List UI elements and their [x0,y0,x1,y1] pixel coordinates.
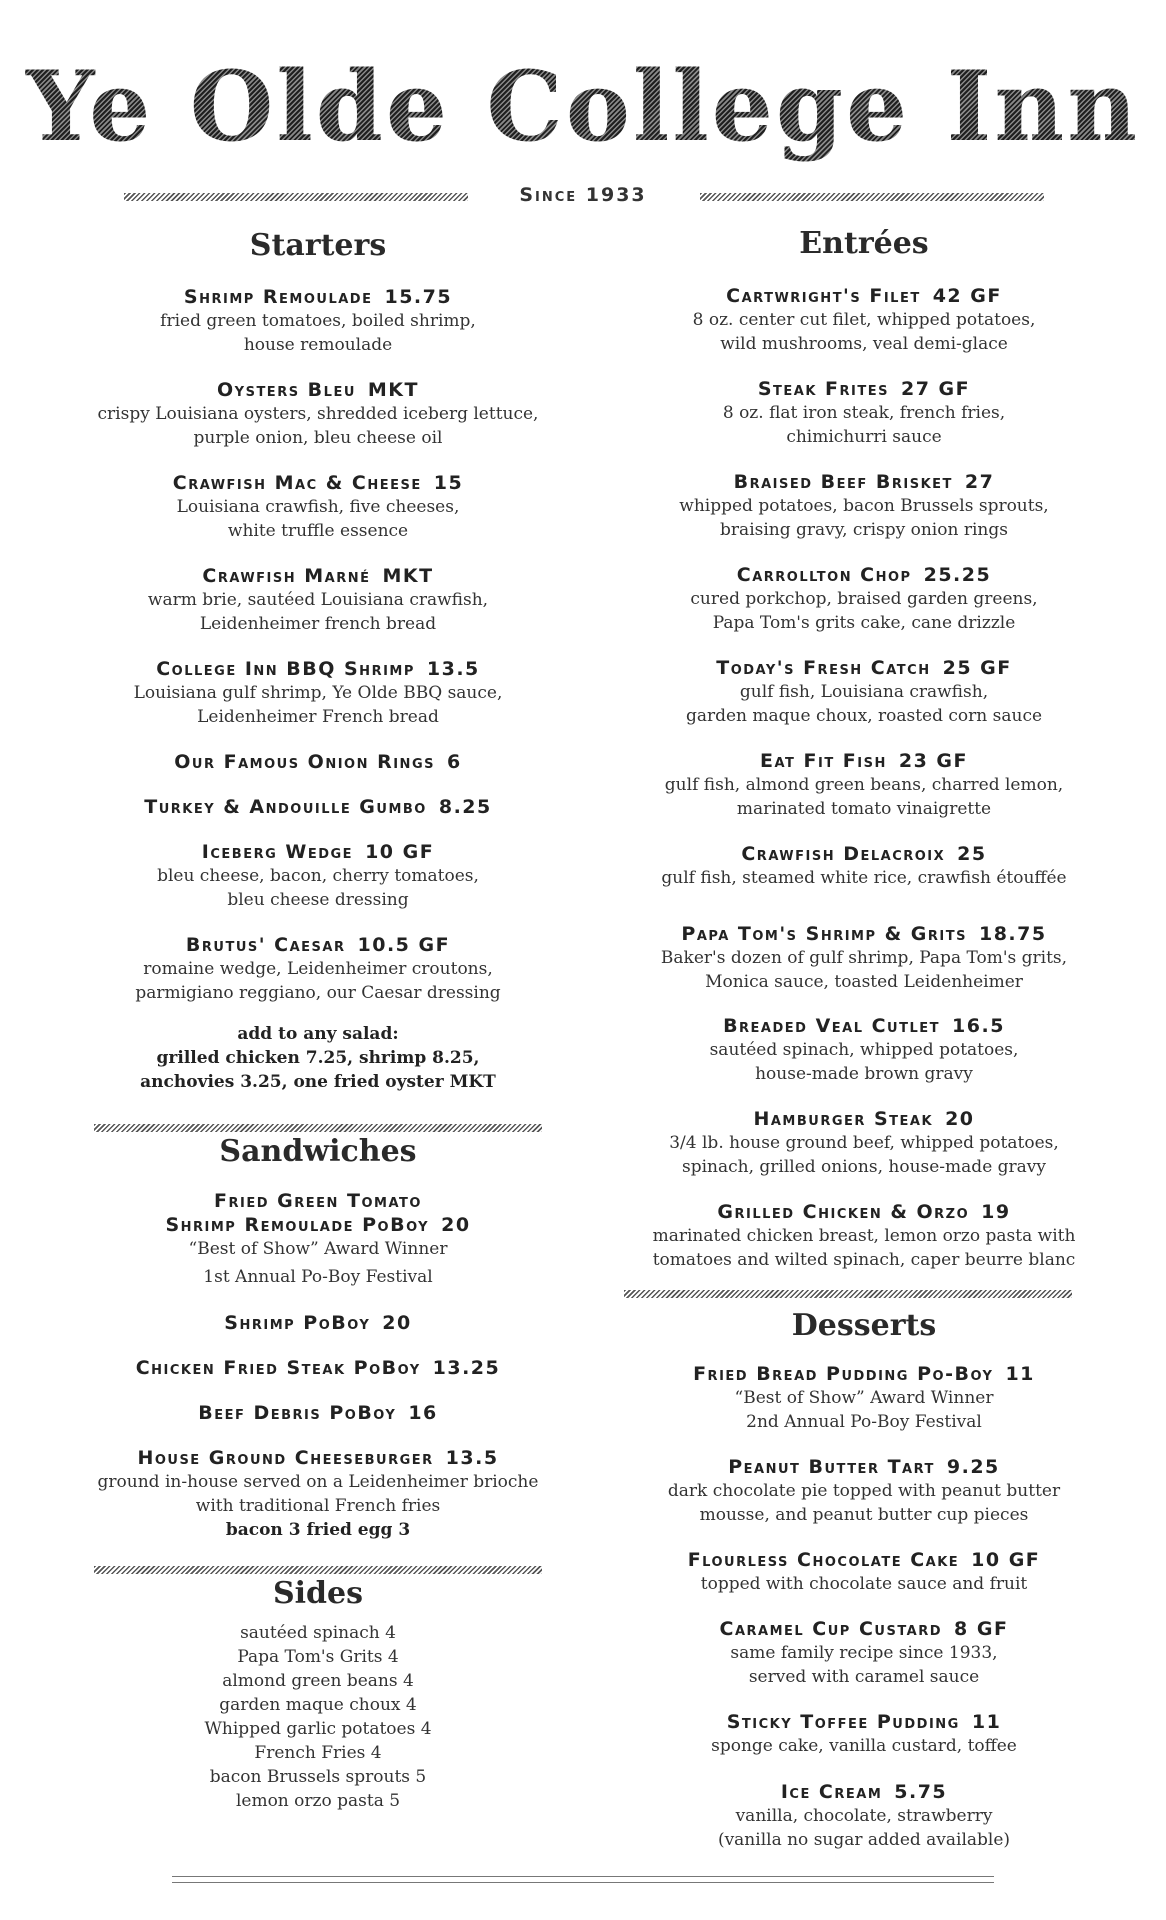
item-name: Turkey & Andouille Gumbo 8.25 [144,796,492,818]
right-column [604,0,1124,1920]
since-label: Since 1933 [519,184,647,206]
side-item: garden maque choux 4 [219,1695,417,1715]
entree-item: Today's Fresh Catch 25 GF gulf fish, Louisiana crawfish, garden maque choux, roasted corn sauce [604,656,1124,728]
sandwich-item [58,1401,578,1425]
starter-item: Crawfish Mac & Cheese 15 Louisiana crawfish, five cheeses, white truffle essence [58,471,578,543]
item-name: Today's Fresh Catch 25 GF [716,657,1012,679]
sides-title: Sides [272,1576,363,1611]
item-name: House Ground Cheeseburger 13.5 [137,1447,499,1469]
dessert-item: Peanut Butter Tart 9.25 dark chocolate pie topped with peanut butter mousse, and peanut butter cup pieces [604,1455,1124,1527]
entrees-title: Entrées [799,226,929,261]
sandwich-item: Fried Green Tomato Shrimp Remoulade PoBoy 20 “Best of Show” Award Winner 1st Annual Po-Boy Festival [58,1189,578,1289]
item-name: Fried Bread Pudding Po-Boy 11 [693,1363,1035,1385]
item-name: Hamburger Steak 20 [753,1108,975,1130]
item-name: Ice Cream 5.75 [780,1781,948,1803]
entree-item: Grilled Chicken & Orzo 19 marinated chicken breast, lemon orzo pasta with tomatoes and wilted spinach, caper beurre blanc [604,1200,1124,1272]
restaurant-title: Ye Olde College Inn [0,42,1166,172]
section-divider [94,1566,542,1574]
starters-title: Starters [249,228,387,263]
sandwich-item [58,1311,578,1335]
item-name: Crawfish Mac & Cheese 15 [172,472,464,494]
entree-item: Braised Beef Brisket 27 whipped potatoes, bacon Brussels sprouts, braising gravy, crispy onion rings [604,470,1124,542]
item-name: Crawfish Delacroix 25 [741,843,987,865]
item-name: Peanut Butter Tart 9.25 [728,1456,1000,1478]
entree-item: Steak Frites 27 GF 8 oz. flat iron steak, french fries, chimichurri sauce [604,377,1124,449]
side-item: bacon Brussels sprouts 5 [209,1767,427,1787]
side-item: sautéed spinach 4 [240,1623,396,1643]
side-item: French Fries 4 [254,1743,382,1763]
item-name: Our Famous Onion Rings 6 [174,751,462,773]
item-name: Carrollton Chop 25.25 [736,564,992,586]
salad-addons: add to any salad: grilled chicken 7.25, shrimp 8.25, anchovies 3.25, one fried oyster MKT [140,1024,496,1092]
item-name: Crawfish Marné MKT [202,565,434,587]
starter-item [58,750,578,774]
item-name: Iceberg Wedge 10 GF [201,841,435,863]
desserts-title: Desserts [791,1308,937,1343]
dessert-item: Flourless Chocolate Cake 10 GF topped with chocolate sauce and fruit [604,1548,1124,1596]
item-name: Shrimp PoBoy 20 [224,1312,412,1334]
side-item: Whipped garlic potatoes 4 [204,1719,432,1739]
item-name: Shrimp Remoulade 15.75 [183,286,453,308]
item-name: Braised Beef Brisket 27 [733,471,995,493]
entree-item: Eat Fit Fish 23 GF gulf fish, almond green beans, charred lemon, marinated tomato vinaigrette [604,749,1124,821]
starter-item: Brutus' Caesar 10.5 GF romaine wedge, Leidenheimer croutons, parmigiano reggiano, our Caesar dressing [58,933,578,1005]
sandwich-item: House Ground Cheeseburger 13.5 ground in-house served on a Leidenheimer brioche with traditional French fries bacon 3 fried egg 3 [58,1446,578,1542]
dessert-item: Ice Cream 5.75 vanilla, chocolate, strawberry (vanilla no sugar added available) [604,1780,1124,1852]
starter-item [58,795,578,819]
item-name: Eat Fit Fish 23 GF [759,750,968,772]
dessert-item: Fried Bread Pudding Po-Boy 11 “Best of Show” Award Winner 2nd Annual Po-Boy Festival [604,1362,1124,1434]
item-name: Steak Frites 27 GF [757,378,971,400]
bottom-divider [172,1876,994,1883]
left-column [58,0,578,1920]
item-name: Papa Tom's Shrimp & Grits 18.75 [681,923,1047,945]
item-name: Flourless Chocolate Cake 10 GF [687,1549,1041,1571]
item-name: Caramel Cup Custard 8 GF [719,1618,1009,1640]
item-name: Brutus' Caesar 10.5 GF [185,934,451,956]
section-divider [94,1124,542,1132]
entree-item: Cartwright's Filet 42 GF 8 oz. center cut filet, whipped potatoes, wild mushrooms, veal demi-glace [604,284,1124,356]
item-name: Oysters Bleu MKT [217,379,419,401]
item-name: Shrimp Remoulade PoBoy 20 [165,1214,471,1236]
starter-item: Oysters Bleu MKT crispy Louisiana oysters, shredded iceberg lettuce, purple onion, bleu cheese oil [58,378,578,450]
item-name: Grilled Chicken & Orzo 19 [717,1201,1011,1223]
sandwich-item [58,1356,578,1380]
starter-item: Crawfish Marné MKT warm brie, sautéed Louisiana crawfish, Leidenheimer french bread [58,564,578,636]
item-name: Breaded Veal Cutlet 16.5 [723,1015,1005,1037]
sandwiches-title: Sandwiches [219,1134,417,1169]
starter-item: Iceberg Wedge 10 GF bleu cheese, bacon, cherry tomatoes, bleu cheese dressing [58,840,578,912]
dessert-item: Sticky Toffee Pudding 11 sponge cake, vanilla custard, toffee [604,1710,1124,1758]
side-item: Papa Tom's Grits 4 [237,1647,399,1667]
entree-item: Breaded Veal Cutlet 16.5 sautéed spinach, whipped potatoes, house-made brown gravy [604,1014,1124,1086]
starter-item: Shrimp Remoulade 15.75 fried green tomatoes, boiled shrimp, house remoulade [58,285,578,357]
dessert-item: Caramel Cup Custard 8 GF same family recipe since 1933, served with caramel sauce [604,1617,1124,1689]
item-name: Beef Debris PoBoy 16 [198,1402,438,1424]
item-name: Chicken Fried Steak PoBoy 13.25 [135,1357,501,1379]
entree-item: Crawfish Delacroix 25 gulf fish, steamed white rice, crawfish étouffée [604,842,1124,890]
entree-item: Carrollton Chop 25.25 cured porkchop, braised garden greens, Papa Tom's grits cake, cane drizzle [604,563,1124,635]
side-item: lemon orzo pasta 5 [235,1791,401,1811]
item-name: Sticky Toffee Pudding 11 [726,1711,1002,1733]
item-name: Cartwright's Filet 42 GF [726,285,1002,307]
starter-item: College Inn BBQ Shrimp 13.5 Louisiana gulf shrimp, Ye Olde BBQ sauce, Leidenheimer French bread [58,657,578,729]
entree-item: Papa Tom's Shrimp & Grits 18.75 Baker's dozen of gulf shrimp, Papa Tom's grits, Monica sauce, toasted Leidenheimer [604,922,1124,994]
item-name: College Inn BBQ Shrimp 13.5 [156,658,480,680]
section-divider [624,1290,1072,1298]
sides-list [58,1621,578,1813]
side-item: almond green beans 4 [222,1671,414,1691]
entree-item: Hamburger Steak 20 3/4 lb. house ground beef, whipped potatoes, spinach, grilled onions, house-made gravy [604,1107,1124,1179]
